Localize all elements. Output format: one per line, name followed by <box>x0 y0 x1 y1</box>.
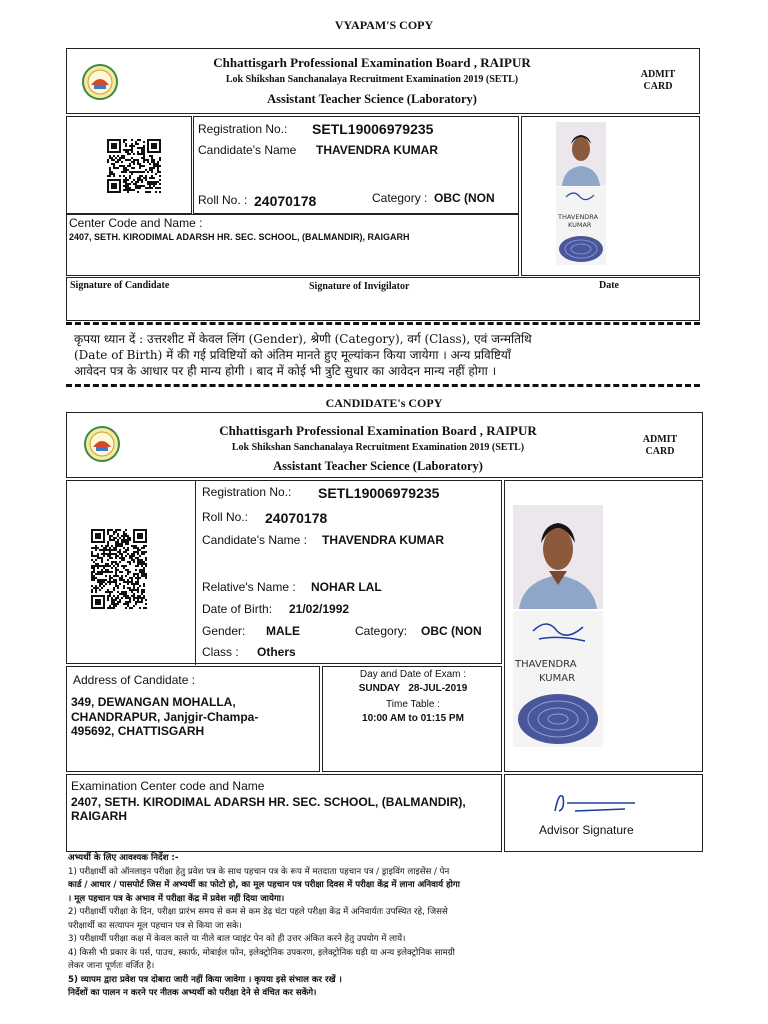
registration-box-top <box>193 116 519 214</box>
handwritten-name-top-1: THAVENDRA <box>558 213 599 221</box>
advisor-signature-box <box>504 774 703 852</box>
candidate-details-box <box>66 480 502 664</box>
address-line-3: 495692, CHATTISGARH <box>71 724 205 738</box>
card-label-2: CARD <box>645 446 675 457</box>
thumb-impression-icon <box>556 187 606 265</box>
time-table-label: Time Table : <box>386 699 440 710</box>
center-box-top <box>66 214 519 276</box>
post-name-2: Assistant Teacher Science (Laboratory) <box>273 459 483 473</box>
roll-label: Roll No. : <box>198 193 248 207</box>
notice-line-1: कृपया ध्यान दें : उत्तरशीट में केवल लिंग (Gender), श्रेणी (Category), वर्ग (Class), एवं जन्मतिथि <box>74 332 532 346</box>
board-logo-icon <box>81 63 119 101</box>
relative-label: Relative's Name : <box>202 580 296 594</box>
reg-label-2: Registration No.: <box>202 485 292 499</box>
admit-label: ADMIT <box>640 69 676 80</box>
exam-name-2: Lok Shikshan Sanchanalaya Recruitment Examination 2019 (SETL) <box>231 442 525 453</box>
address-label: Address of Candidate : <box>73 673 196 687</box>
roll-number: 24070178 <box>254 193 317 209</box>
instruction-line-1: 1) परीक्षार्थी को ऑनलाइन परीक्षा हेतु प्रवेश पत्र के साथ पहचान पत्र के रूप में मतदाता पहचान पत्र / ड्राइविंग लाइसेंस / पेन <box>68 866 450 877</box>
instruction-line-2: कार्ड / आधार / पासपोर्ट जिस में अभ्यर्थी का फोटो हो, का मूल पहचान पत्र परीक्षा दिवस में परीक्षा केंद्र में लाना अनिवार्य होगा <box>68 880 460 890</box>
instruction-line-9: 5) व्यापम द्वारा प्रवेश पत्र दोबारा जारी नहीं किया जावेगा । कृपया इसे संभाल कर रखें । <box>68 974 342 985</box>
candidate-copy-label: CANDIDATE's COPY <box>325 396 443 410</box>
category-value: OBC (NON <box>434 191 495 205</box>
candidate-name: THAVENDRA KUMAR <box>316 143 438 157</box>
qr-box-top <box>66 116 192 214</box>
name-label-2: Candidate's Name : <box>202 533 308 547</box>
instructions <box>68 852 708 1001</box>
person-photo-icon <box>556 122 606 186</box>
divider-dashed-1 <box>66 322 700 325</box>
board-logo-icon-2 <box>83 425 121 463</box>
sig-candidate-label: Signature of Candidate <box>70 280 170 291</box>
signature-row-top <box>66 277 700 321</box>
exam-day: SUNDAY <box>358 683 401 694</box>
header-box-bottom <box>66 412 703 478</box>
photo-box-bottom <box>504 480 703 772</box>
exam-time: 10:00 AM to 01:15 PM <box>362 713 464 724</box>
exam-center-line-2: RAIGARH <box>71 809 127 823</box>
admit-card-label <box>623 69 693 93</box>
exam-center-line-1: 2407, SETH. KIRODIMAL ADARSH HR. SEC. SCHOOL, (BALMANDIR), <box>71 795 466 809</box>
instruction-line-5: परीक्षार्थी का सत्यापन मूल पहचान पत्र से किया जा सके। <box>68 920 242 931</box>
candidate-name-2: THAVENDRA KUMAR <box>322 533 444 547</box>
admit-label-2: ADMIT <box>642 434 678 445</box>
gender-value: MALE <box>266 624 300 638</box>
instructions-title: अभ्यर्थी के लिए आवश्यक निर्देश :- <box>68 853 179 863</box>
relative-name: NOHAR LAL <box>311 580 382 594</box>
address-line-1: 349, DEWANGAN MOHALLA, <box>71 695 236 709</box>
qr-code-icon <box>107 139 161 193</box>
center-label: Center Code and Name : <box>69 216 203 230</box>
board-name-2: Chhattisgarh Professional Examination Board , RAIPUR <box>219 423 537 438</box>
exam-name: Lok Shikshan Sanchanalaya Recruitment Examination 2019 (SETL) <box>225 74 519 85</box>
category-value-2: OBC (NON <box>421 624 482 638</box>
vyapam-copy-label: VYAPAM'S COPY <box>334 18 434 32</box>
exam-date: 28-JUL-2019 <box>408 683 468 694</box>
card-label: CARD <box>643 81 673 92</box>
category-label-2: Category: <box>355 624 408 638</box>
signature-thumb-box <box>556 187 606 265</box>
photo-box-top <box>521 116 700 276</box>
notice-line-3: आवेदन पत्र के आधार पर ही मान्य होगी । बाद में कोई भी त्रुटि सुधार का आवेदन मान्य नहीं होगा । <box>74 364 497 378</box>
address-box <box>66 666 320 772</box>
advisor-signature-label: Advisor Signature <box>539 823 634 837</box>
address-line-2: CHANDRAPUR, Janjgir-Champa- <box>71 710 259 724</box>
advisor-signature-icon <box>545 789 645 819</box>
roll-number-2: 24070178 <box>265 510 328 526</box>
dob-value: 21/02/1992 <box>289 602 350 616</box>
instruction-line-7: 4) किसी भी प्रकार के पर्स, पाउच, स्कार्फ, मोबाईल फोन, इलेक्ट्रोनिक उपकरण, इलेक्ट्रोनिक घड़ी या अन्य इलेक्ट्रोनिक सामग्री <box>68 947 455 958</box>
dob-label: Date of Birth: <box>202 602 273 616</box>
handwritten-name-1: THAVENDRA <box>515 659 577 670</box>
name-label: Candidate's Name <box>198 143 297 157</box>
notice-line-2: (Date of Birth) में की गई प्रविष्टियों को अंतिम मानते हुए मूल्यांकन किया जायेगा । अन्य प्रविष्टियाँ <box>74 348 511 362</box>
sig-date-label: Date <box>599 280 619 291</box>
reg-number: SETL19006979235 <box>312 121 434 137</box>
instruction-line-8: लेकर जाना पूर्णतः वर्जित है। <box>68 961 155 971</box>
handwritten-name-top-2: KUMAR <box>568 221 592 229</box>
candidate-photo-2 <box>513 505 603 609</box>
gender-label: Gender: <box>202 624 246 638</box>
roll-label-2: Roll No.: <box>202 510 249 524</box>
handwritten-name-2: KUMAR <box>539 673 576 684</box>
details-separator <box>195 481 196 665</box>
exam-day-date <box>323 683 503 694</box>
person-photo-icon-2 <box>513 505 603 609</box>
category-label: Category : <box>372 191 428 205</box>
exam-time-box <box>322 666 502 772</box>
qr-code-icon-2 <box>91 529 147 609</box>
admit-card-label-2 <box>625 434 695 458</box>
notice-text <box>74 331 696 379</box>
sig-invigilator-label: Signature of Invigilator <box>309 281 410 292</box>
class-value: Others <box>257 645 296 659</box>
divider-dashed-2 <box>66 384 700 387</box>
instruction-line-6: 3) परीक्षार्थी परीक्षा कक्ष में केवल काले या नीले बाल प्वाइंट पेन को ही उत्तर अंकित करने हेतु उपयोग में लायें। <box>68 934 406 944</box>
header-box-top <box>66 48 700 114</box>
exam-day-label: Day and Date of Exam : <box>359 669 467 680</box>
instruction-line-4: 2) परीक्षार्थी परीक्षा के दिन, परीक्षा प्रारंभ समय से कम से कम डेढ़ घंटा पहले परीक्षा केंद्र में अनिवार्यतः उपस्थित रहे, जिससे <box>68 907 448 917</box>
instruction-line-10: निर्देशों का पालन न करने पर नीतक अभ्यर्थी को परीक्षा देने से वंचित कर सकेंगे। <box>68 988 317 998</box>
thumb-impression-icon-2 <box>513 611 603 747</box>
reg-number-2: SETL19006979235 <box>318 485 440 501</box>
class-label: Class : <box>202 645 239 659</box>
instruction-line-3: । मूल पहचान पत्र के अभाव में परीक्षा केंद्र में प्रवेश नहीं दिया जायेगा। <box>68 893 285 904</box>
signature-thumb-box-2 <box>513 611 603 747</box>
post-name: Assistant Teacher Science (Laboratory) <box>267 92 477 106</box>
exam-center-box <box>66 774 502 852</box>
board-name: Chhattisgarh Professional Examination Board , RAIPUR <box>213 55 531 70</box>
center-name: 2407, SETH. KIRODIMAL ADARSH HR. SEC. SCHOOL, (BALMANDIR), RAIGARH <box>69 232 410 242</box>
reg-label: Registration No.: <box>198 122 288 136</box>
candidate-photo <box>556 122 606 186</box>
exam-center-label: Examination Center code and Name <box>71 779 265 793</box>
